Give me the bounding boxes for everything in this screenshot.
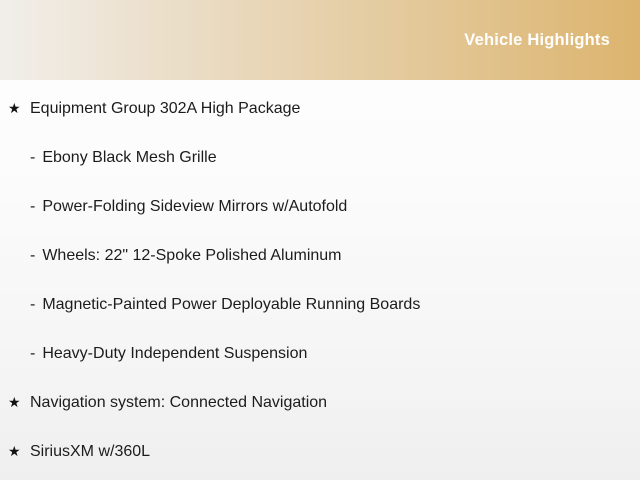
dash-bullet-icon: - [30, 246, 36, 264]
list-item [0, 231, 640, 280]
list-item [0, 329, 640, 378]
page-title: Vehicle Highlights [464, 30, 610, 49]
star-bullet-icon: ★ [8, 394, 21, 410]
highlight-text: Navigation system: Connected Navigation [30, 393, 328, 411]
dash-bullet-icon: - [30, 148, 36, 166]
star-bullet-icon: ★ [8, 443, 21, 459]
list-item [0, 280, 640, 329]
list-item [0, 378, 640, 427]
dash-bullet-icon: - [30, 344, 36, 362]
highlights-list [0, 80, 640, 476]
highlight-text: Power-Folding Sideview Mirrors w/Autofold [42, 197, 348, 215]
star-bullet-icon: ★ [8, 100, 21, 116]
highlight-text: Wheels: 22" 12-Spoke Polished Aluminum [42, 246, 342, 264]
highlight-text: SiriusXM w/360L [30, 442, 151, 460]
highlight-text: Heavy-Duty Independent Suspension [42, 344, 308, 362]
dash-bullet-icon: - [30, 197, 36, 215]
list-item [0, 427, 640, 476]
header-bar [0, 0, 640, 80]
list-item [0, 84, 640, 133]
highlight-text: Equipment Group 302A High Package [30, 99, 301, 117]
list-item [0, 182, 640, 231]
highlight-text: Ebony Black Mesh Grille [42, 148, 217, 166]
dash-bullet-icon: - [30, 295, 36, 313]
list-item [0, 133, 640, 182]
highlight-text: Magnetic-Painted Power Deployable Running Boards [42, 295, 421, 313]
